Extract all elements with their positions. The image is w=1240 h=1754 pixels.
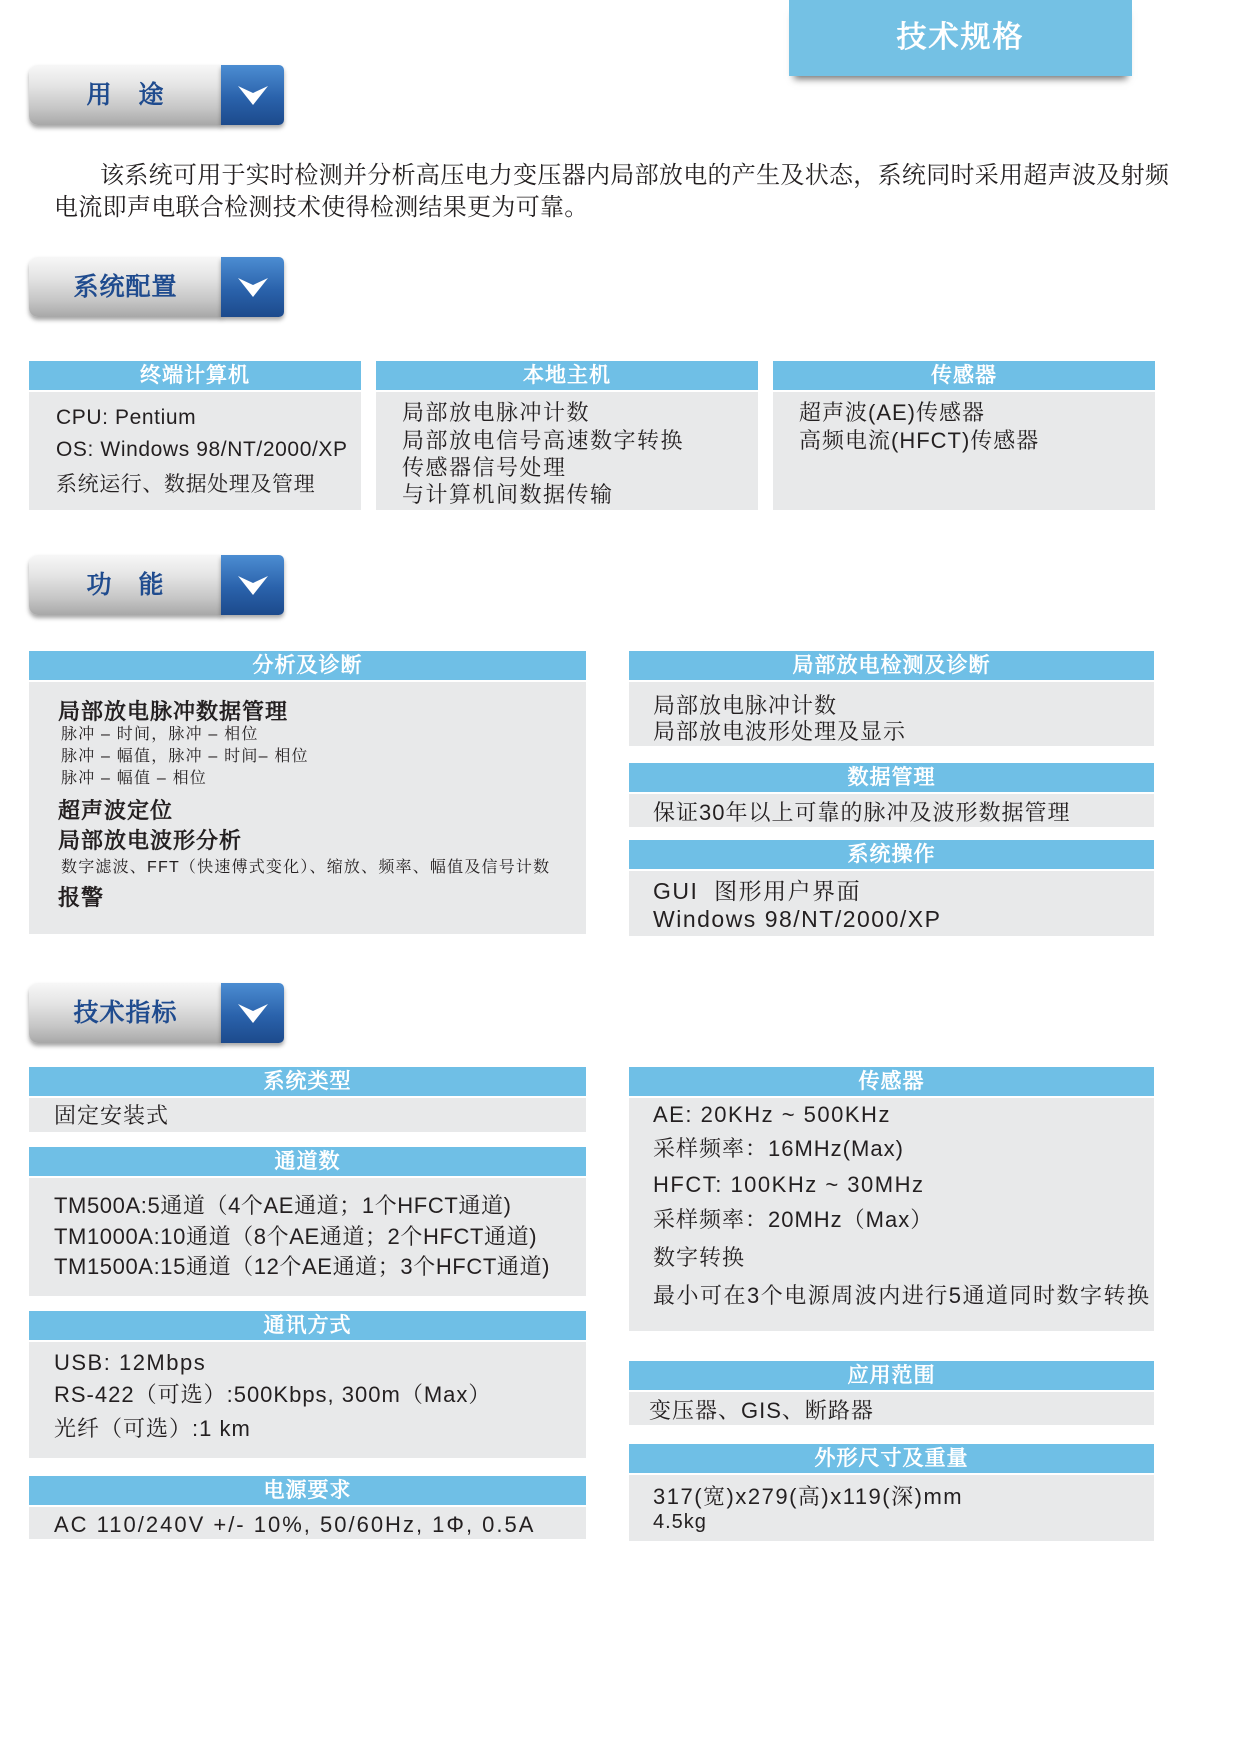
box-header: 系统类型 <box>29 1067 586 1098</box>
box-line: 局部放电波形处理及显示 <box>653 719 907 744</box>
chevron-down-icon <box>237 84 269 106</box>
box-header: 外形尺寸及重量 <box>629 1444 1154 1475</box>
section-header-pill <box>29 555 222 615</box>
box-line: 局部放电脉冲计数 <box>653 693 838 718</box>
box-header: 通道数 <box>29 1147 586 1178</box>
feature-detail: 脉冲 – 幅值 – 相位 <box>61 770 207 787</box>
box-line: 光纤（可选）:1 km <box>54 1416 251 1441</box>
section-title: 系统配置 <box>73 273 178 301</box>
chevron-down-icon <box>237 1002 269 1024</box>
section-header-config <box>29 257 284 317</box>
box-line: AC 110/240V +/- 10%, 50/60Hz, 1Φ, 0.5A <box>54 1512 536 1537</box>
section-toggle <box>221 65 284 125</box>
box-line: 采样频率：20MHz（Max） <box>653 1207 934 1232</box>
box-header: 分析及诊断 <box>29 651 586 682</box>
box-line: 传感器信号处理 <box>402 455 567 480</box>
box-header: 局部放电检测及诊断 <box>629 651 1154 682</box>
box-line: 317(宽)x279(高)x119(深)mm <box>653 1484 964 1509</box>
spec-communication-box <box>29 1311 586 1458</box>
feature-title: 报警 <box>58 885 105 910</box>
section-header-usage <box>29 65 284 125</box>
feature-title: 局部放电波形分析 <box>58 828 243 853</box>
box-line: CPU: Pentium <box>56 406 197 429</box>
data-management-box <box>629 763 1154 827</box>
feature-title: 超声波定位 <box>58 798 174 823</box>
box-line: 保证30年以上可靠的脉冲及波形数据管理 <box>653 800 1071 825</box>
box-header: 传感器 <box>773 361 1155 392</box>
box-line: 4.5kg <box>653 1511 707 1533</box>
usage-paragraph-line: 电流即声电联合检测技术使得检测结果更为可靠。 <box>54 194 589 221</box>
section-header-specs <box>29 983 284 1043</box>
chevron-down-icon <box>237 276 269 298</box>
box-line: 系统运行、数据处理及管理 <box>56 473 316 496</box>
box-line: 高频电流(HFCT)传感器 <box>799 428 1040 453</box>
box-line: TM500A:5通道（4个AE通道；1个HFCT通道) <box>54 1193 512 1218</box>
section-toggle <box>221 983 284 1043</box>
feature-detail: 脉冲 – 幅值，脉冲 – 时间– 相位 <box>61 748 309 765</box>
box-line: OS: Windows 98/NT/2000/XP <box>56 438 348 461</box>
box-line: Windows 98/NT/2000/XP <box>653 906 942 932</box>
box-line: HFCT: 100KHz ~ 30MHz <box>653 1172 925 1197</box>
spec-application-box <box>629 1361 1154 1425</box>
box-line: RS-422（可选）:500Kbps, 300m（Max） <box>54 1382 492 1407</box>
box-line: 变压器、GIS、断路器 <box>649 1398 874 1423</box>
feature-title: 局部放电脉冲数据管理 <box>58 699 289 724</box>
box-line: 数字转换 <box>653 1245 746 1270</box>
box-header: 终端计算机 <box>29 361 361 392</box>
feature-detail: 数字滤波、FFT（快速傅式变化）、缩放、频率、幅值及信号计数 <box>61 859 551 876</box>
section-title: 功 能 <box>86 571 165 599</box>
analysis-diagnosis-box <box>29 651 586 934</box>
box-header: 电源要求 <box>29 1476 586 1507</box>
section-header-pill <box>29 983 222 1043</box>
detection-diagnosis-box <box>629 651 1154 746</box>
usage-paragraph-line: 该系统可用于实时检测并分析高压电力变压器内局部放电的产生及状态，系统同时采用超声波及射频 <box>100 162 1170 189</box>
spec-system-type-box <box>29 1067 586 1132</box>
box-header: 本地主机 <box>376 361 758 392</box>
box-line: AE: 20KHz ~ 500KHz <box>653 1102 891 1127</box>
config-sensor-box <box>773 361 1155 510</box>
box-line: 超声波(AE)传感器 <box>799 400 986 425</box>
box-header: 传感器 <box>629 1067 1154 1098</box>
box-line: USB: 12Mbps <box>54 1350 207 1375</box>
box-line: TM1500A:15通道（12个AE通道；3个HFCT通道) <box>54 1254 550 1279</box>
spec-sensor-box <box>629 1067 1154 1331</box>
spec-channels-box <box>29 1147 586 1296</box>
section-title: 技术指标 <box>73 999 178 1027</box>
chevron-down-icon <box>237 574 269 596</box>
box-line: 固定安装式 <box>54 1103 170 1128</box>
config-terminal-box <box>29 361 361 510</box>
spec-title-tab: 技术规格 <box>789 0 1132 76</box>
box-line: GUI 图形用户界面 <box>653 878 862 904</box>
box-header: 系统操作 <box>629 840 1154 871</box>
spec-dimensions-box <box>629 1444 1154 1541</box>
box-line: 采样频率：16MHz(Max) <box>653 1136 904 1161</box>
box-line: 局部放电信号高速数字转换 <box>402 428 685 453</box>
box-line: TM1000A:10通道（8个AE通道；2个HFCT通道) <box>54 1224 538 1249</box>
feature-detail: 脉冲 – 时间，脉冲 – 相位 <box>61 726 259 743</box>
spec-power-box <box>29 1476 586 1539</box>
section-toggle <box>221 555 284 615</box>
box-header: 通讯方式 <box>29 1311 586 1342</box>
section-toggle <box>221 257 284 317</box>
box-line: 与计算机间数据传输 <box>402 482 614 507</box>
section-title: 用 途 <box>86 81 165 109</box>
box-line: 局部放电脉冲计数 <box>402 400 591 425</box>
section-header-functions <box>29 555 284 615</box>
system-operation-box <box>629 840 1154 936</box>
box-header: 应用范围 <box>629 1361 1154 1392</box>
config-host-box <box>376 361 758 510</box>
section-header-pill <box>29 257 222 317</box>
box-line: 最小可在3个电源周波内进行5通道同时数字转换 <box>653 1283 1151 1308</box>
section-header-pill <box>29 65 222 125</box>
box-header: 数据管理 <box>629 763 1154 794</box>
